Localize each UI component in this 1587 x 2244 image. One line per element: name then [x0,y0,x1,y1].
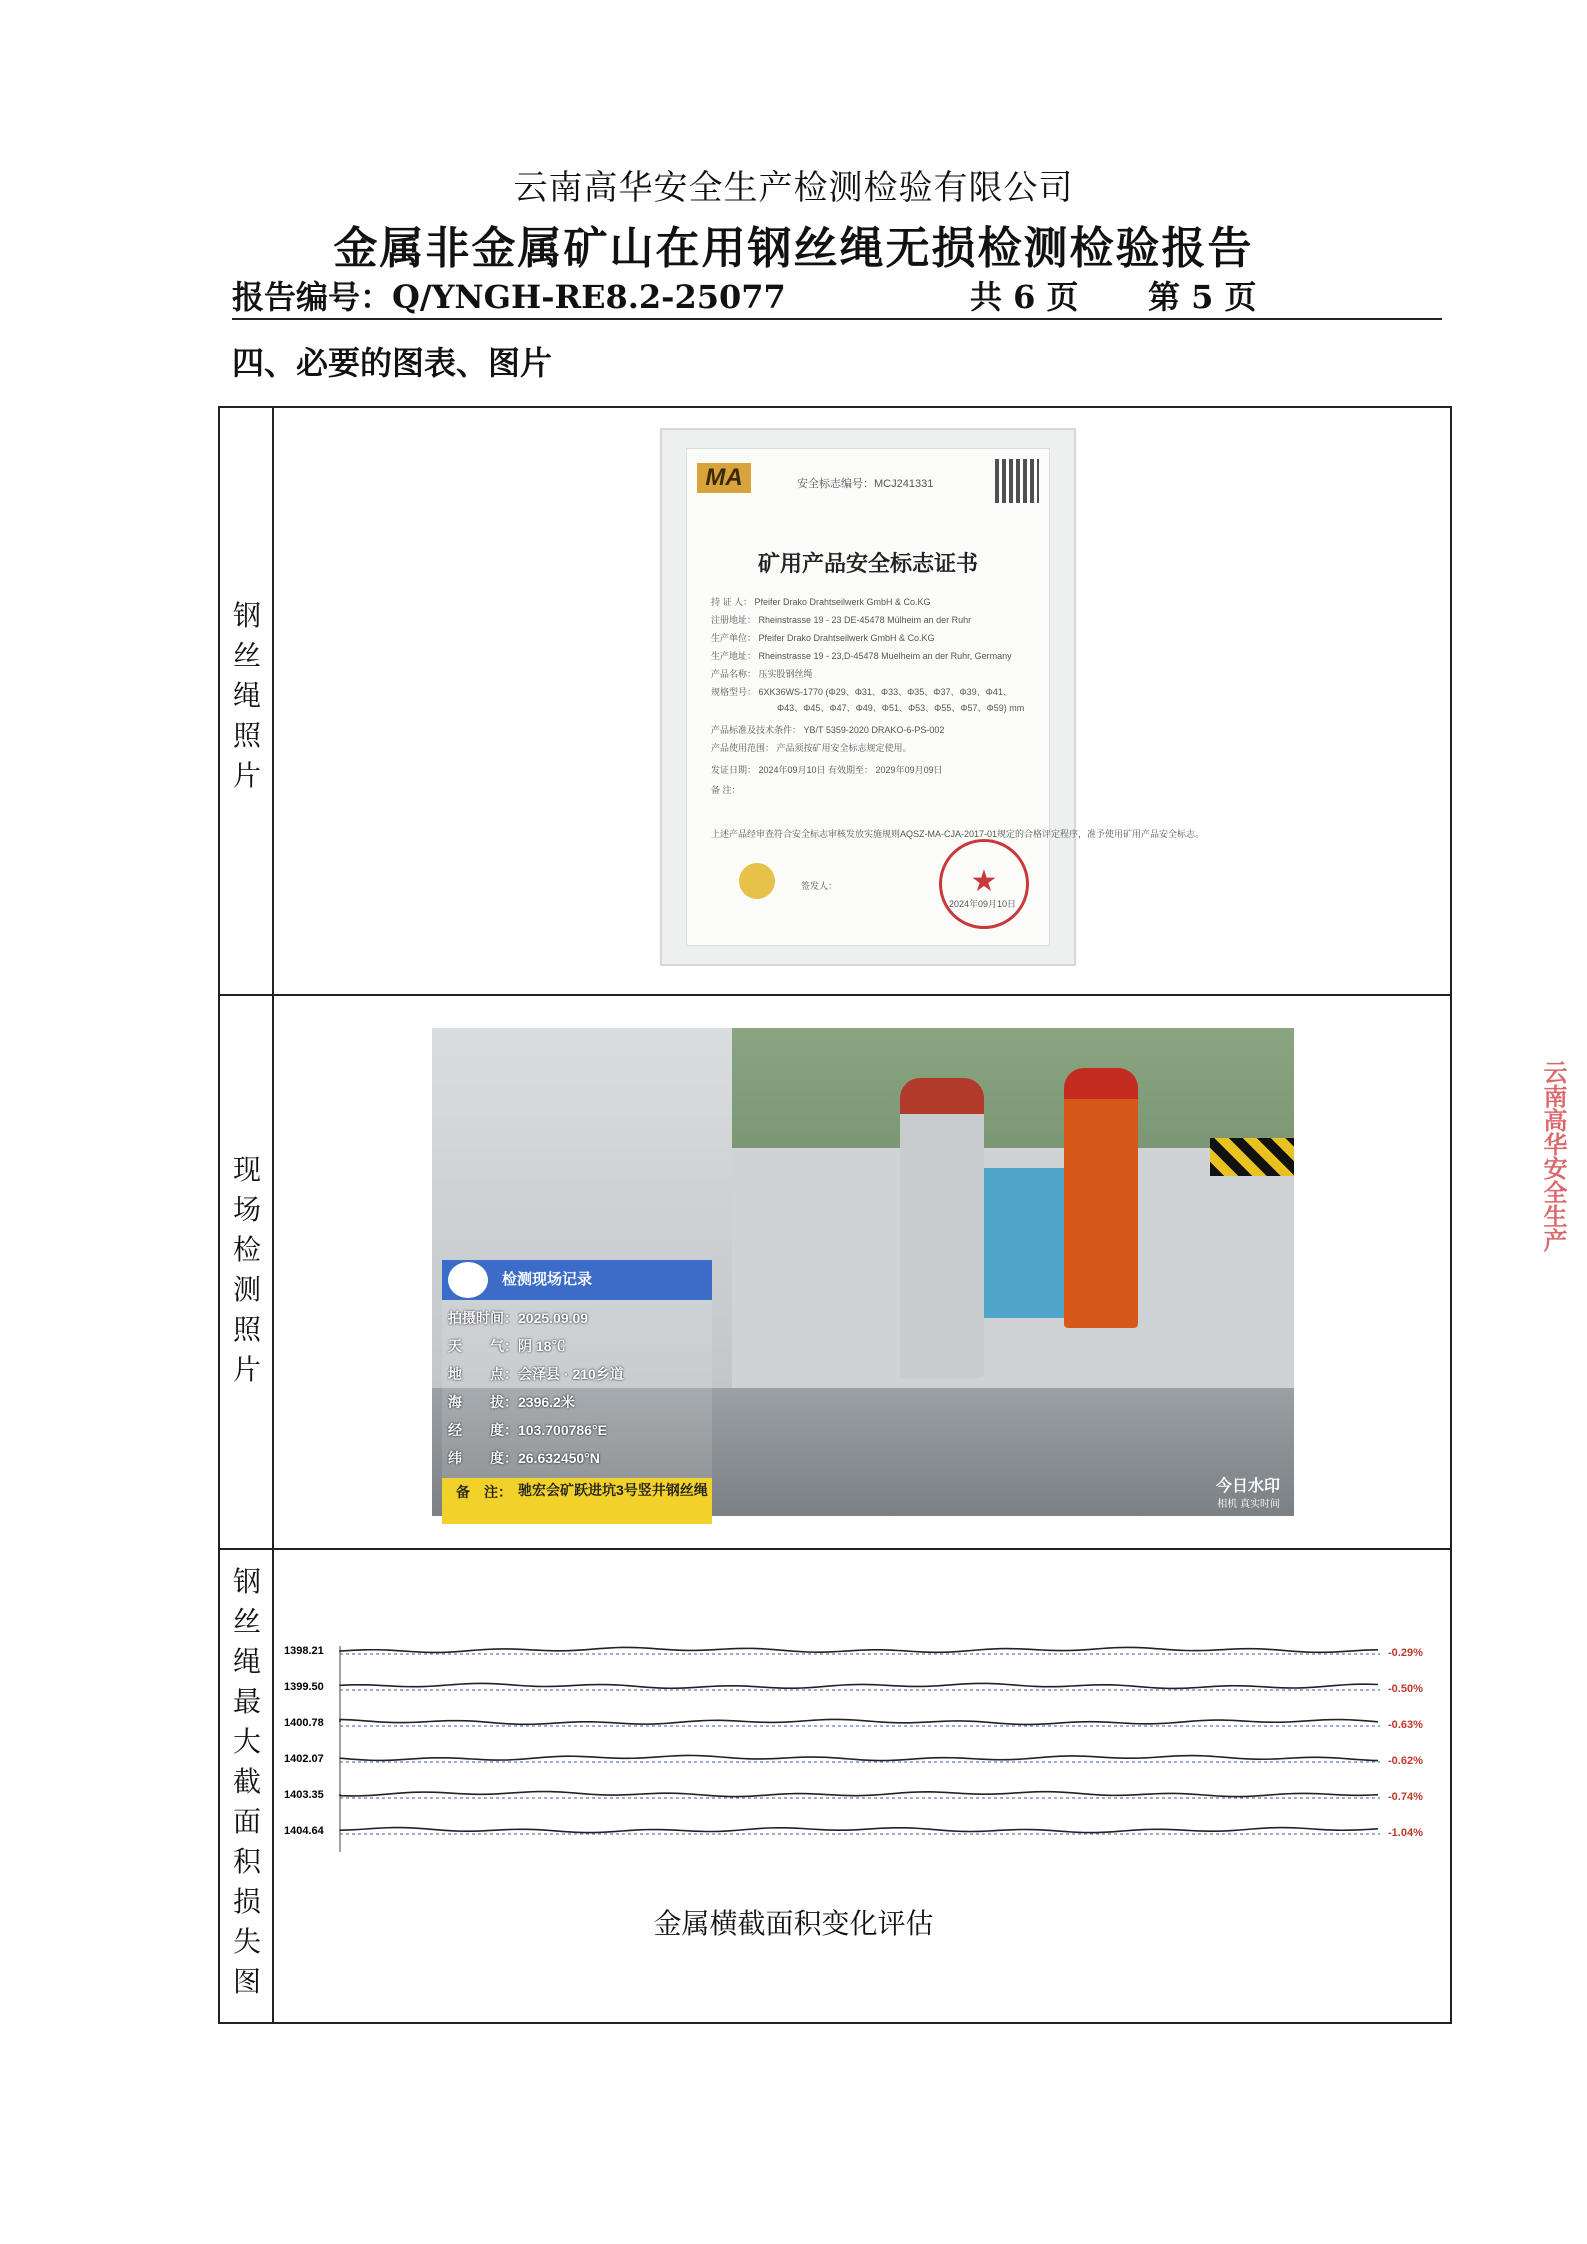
area-loss-chart-label: 钢 丝 绳 最 大 截 面 积 损 失 图 [232,1565,261,1998]
report-title: 金属非金属矿山在用钢丝绳无损检测检验报告 [333,223,1254,274]
series-trace [340,1792,1378,1797]
header-divider [232,318,1442,320]
row-divider-1 [218,994,1452,996]
certificate-title: 矿用产品安全标志证书 [757,551,978,577]
ma-logo: MA [697,463,751,493]
loss-label: -0.63% [1388,1719,1423,1731]
mine-safety-badge-icon [739,863,775,899]
current-page: 第 5 页 [1148,278,1257,316]
certificate-footnote: 上述产品经审查符合安全标志审核发放实施规则AQSZ-MA-CJA-2017-01规定的合格评定程序，准予使用矿用产品安全标志。 [711,829,1205,839]
watermark-brand: 今日水印 [1215,1478,1280,1495]
loss-label: -0.50% [1388,1683,1423,1695]
watermark-header [442,1260,712,1300]
site-record-watermark [442,1260,712,1524]
series-trace [340,1755,1378,1760]
certificate-number: 安全标志编号：MCJ241331 [797,478,934,490]
record-row: 海 拔：2396.2米 [448,1394,575,1410]
record-note: 备 注： 驰宏会矿跃进坑3号竖井钢丝绳 [442,1478,712,1524]
photo-worker-grey [900,1078,984,1378]
record-row: 纬 度：26.632450°N [448,1450,600,1466]
company-name: 云南高华安全生产检测检验有限公司 [513,168,1074,208]
side-stamp: 云南高华安全生产 [1539,1060,1566,1252]
certificate-line: 规格型号： 6XK36WS-1770 (Φ29、Φ31、Φ33、Φ35、Φ37、Φ39、Φ41、 [711,687,1012,697]
y-tick-label: 1400.78 [284,1717,324,1729]
y-tick-label: 1402.07 [284,1753,324,1765]
certificate-date: 2024年09月10日 [949,899,1017,909]
record-row: 经 度：103.700786°E [448,1422,607,1438]
row-divider-2 [218,1548,1452,1550]
certificate-line: 注册地址： Rheinstrasse 19 - 23 DE-45478 Mülheim an der Ruhr [711,615,972,625]
loss-label: -0.62% [1388,1755,1423,1767]
watermark-brand-sub: 相机 真实时间 [1217,1499,1280,1510]
section-title: 四、必要的图表、图片 [232,344,553,382]
y-tick-label: 1404.64 [284,1825,324,1837]
record-row: 拍摄时间：2025.09.09 [448,1310,589,1326]
series-trace [340,1647,1378,1652]
certificate-line: Φ43、Φ45、Φ47、Φ49、Φ51、Φ53、Φ55、Φ57、Φ59) mm [777,703,1025,713]
rope-photo-label: 钢 丝 绳 照 片 [232,599,261,792]
company-logo-icon [448,1262,488,1298]
y-tick-label: 1399.50 [284,1681,324,1693]
label-column-divider [272,406,274,2024]
y-tick-label: 1403.35 [284,1789,324,1801]
red-star-seal-icon: ★ [939,839,1029,929]
site-photo-label: 现 场 检 测 照 片 [232,1153,261,1386]
safety-certificate-image [660,428,1205,966]
qr-code-icon [995,459,1039,503]
certificate-line: 发证日期： 2024年09月10日 有效期至： 2029年09月09日 [711,765,943,775]
photo-hazard-stripe [1210,1138,1294,1176]
certificate-line: 持 证 人： Pfeifer Drako Drahtseilwerk GmbH & Co.KG [711,597,931,607]
certificate-line: 产品使用范围： 产品须按矿用安全标志规定使用。 [711,743,912,753]
certificate-signer: 签发人： [801,881,838,891]
certificate-line: 产品名称： 压实股钢丝绳 [711,669,813,679]
loss-label: -1.04% [1388,1827,1423,1839]
certificate-line: 备 注： [711,785,741,795]
certificate-line: 生产地址： Rheinstrasse 19 - 23,D-45478 Muelheim an der Ruhr, Germany [711,651,1012,661]
photo-worker-orange [1064,1068,1138,1328]
record-row: 地 点：会泽县 · 210乡道 [448,1366,624,1382]
watermark-title: 检测现场记录 [502,1271,593,1288]
loss-label: -0.29% [1388,1647,1423,1659]
chart-caption: 金属横截面积变化评估 [653,1907,934,1940]
y-tick-label: 1398.21 [284,1645,324,1657]
report-number: 报告编号：Q/YNGH-RE8.2-25077 [232,278,786,316]
site-inspection-photo [432,1028,1294,1516]
series-trace [340,1828,1378,1833]
record-row: 天 气：阴 18℃ [448,1338,566,1354]
area-loss-chart [280,1638,1440,1878]
certificate-line: 生产单位： Pfeifer Drako Drahtseilwerk GmbH & Co.KG [711,633,935,643]
series-trace [340,1719,1378,1724]
total-pages: 共 6 页 [970,278,1079,316]
certificate-line: 产品标准及技术条件： YB/T 5359-2020 DRAKO-6-PS-002 [711,725,945,735]
loss-label: -0.74% [1388,1791,1423,1803]
series-trace [340,1683,1378,1688]
